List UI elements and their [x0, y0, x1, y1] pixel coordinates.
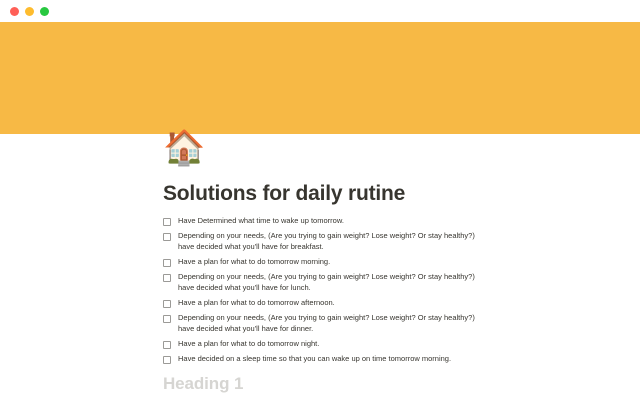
todo-item[interactable] — [163, 255, 483, 268]
minimize-window-button[interactable] — [25, 7, 34, 16]
page-title[interactable]: Solutions for daily rutine — [163, 182, 406, 205]
traffic-light-buttons — [10, 7, 49, 16]
todo-label[interactable]: Have a plan for what to do tomorrow morning. — [178, 257, 331, 266]
todo-checkbox[interactable] — [163, 300, 171, 308]
todo-checkbox[interactable] — [163, 341, 171, 349]
todo-item[interactable] — [163, 214, 483, 227]
todo-label[interactable]: Depending on your needs, (Are you trying to gain weight? Lose weight? Or stay healthy?) have decided what you'll have for dinner. — [178, 313, 475, 333]
close-window-button[interactable] — [10, 7, 19, 16]
todo-label[interactable]: Have decided on a sleep time so that you can wake up on time tomorrow morning. — [178, 354, 452, 363]
todo-label[interactable]: Depending on your needs, (Are you trying to gain weight? Lose weight? Or stay healthy?) have decided what you'll have for breakfast. — [178, 231, 475, 251]
todo-checkbox[interactable] — [163, 218, 171, 226]
todo-label[interactable]: Have a plan for what to do tomorrow afternoon. — [178, 298, 335, 307]
todo-list — [163, 214, 483, 367]
todo-item[interactable] — [163, 270, 483, 294]
todo-label[interactable]: Have Determined what time to wake up tomorrow. — [178, 216, 344, 225]
todo-item[interactable] — [163, 337, 483, 350]
todo-checkbox[interactable] — [163, 274, 171, 282]
todo-item[interactable] — [163, 229, 483, 253]
todo-checkbox[interactable] — [163, 315, 171, 323]
todo-label[interactable]: Depending on your needs, (Are you trying to gain weight? Lose weight? Or stay healthy?) have decided what you'll have for lunch. — [178, 272, 475, 292]
todo-checkbox[interactable] — [163, 356, 171, 364]
house-emoji-icon[interactable]: 🏠 — [163, 129, 206, 167]
todo-checkbox[interactable] — [163, 233, 171, 241]
zoom-window-button[interactable] — [40, 7, 49, 16]
todo-item[interactable] — [163, 352, 483, 365]
todo-checkbox[interactable] — [163, 259, 171, 267]
heading-placeholder[interactable]: Heading 1 — [163, 374, 244, 393]
window-titlebar — [0, 0, 640, 22]
document-page — [0, 22, 640, 400]
todo-item[interactable] — [163, 311, 483, 335]
todo-label[interactable]: Have a plan for what to do tomorrow night. — [178, 339, 320, 348]
todo-item[interactable] — [163, 296, 483, 309]
page-cover-image[interactable] — [0, 22, 640, 134]
